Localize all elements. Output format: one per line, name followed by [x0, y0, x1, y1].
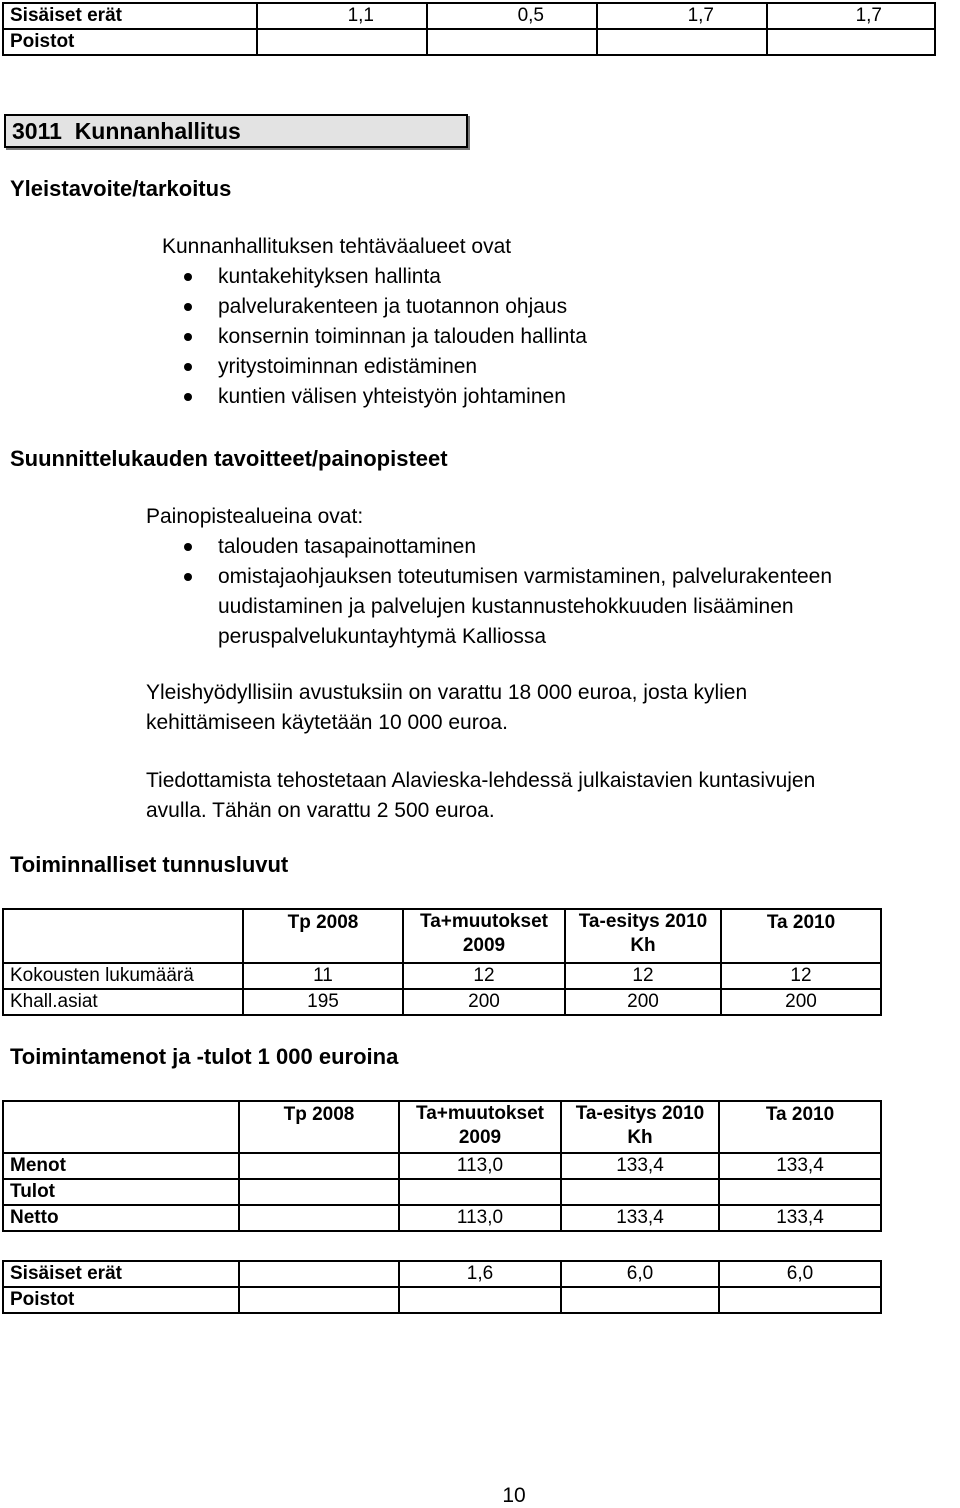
row-label: Menot: [3, 1153, 239, 1179]
table-row: [3, 989, 881, 1015]
kpi-table: [2, 908, 882, 1016]
row-label: Netto: [3, 1205, 239, 1231]
cell-value: [239, 1205, 399, 1231]
top-internal-table: [2, 2, 936, 56]
cell-value: 1,1: [257, 3, 427, 29]
col-header: Tp 2008: [239, 1101, 399, 1153]
cell-value: 1,7: [597, 3, 767, 29]
row-label: Poistot: [3, 29, 257, 55]
bullet-icon: [184, 273, 192, 281]
cell-value: 11: [243, 963, 403, 989]
list-item-continuation: peruspalvelukuntayhtymä Kalliossa: [218, 625, 547, 648]
list-item: konsernin toiminnan ja talouden hallinta: [218, 322, 587, 352]
cell-value: 6,0: [719, 1261, 881, 1287]
subsidy-paragraph: Yleishyödyllisiin avustuksiin on varattu 18 000 euroa, josta kylien kehittämiseen käytetään 10 000 euroa.: [146, 681, 748, 734]
table-row: [3, 1261, 881, 1287]
cell-value: 1,7: [767, 3, 935, 29]
cell-value: [561, 1179, 719, 1205]
section-title-box: [4, 114, 468, 148]
communication-paragraph: Tiedottamista tehostetaan Alavieska-lehdessä julkaistavien kuntasivujen avulla. Tähän on varattu 2 500 euroa.: [146, 769, 816, 822]
cell-value: 12: [565, 963, 721, 989]
cell-value: [719, 1179, 881, 1205]
cell-value: 12: [721, 963, 881, 989]
goal-list: [218, 262, 587, 412]
list-item-continuation: uudistaminen ja palvelujen kustannustehokkuuden lisääminen: [218, 595, 794, 618]
list-item: kuntakehityksen hallinta: [218, 262, 587, 292]
bullet-icon: [184, 543, 192, 551]
cell-value: [597, 29, 767, 55]
cell-value: [719, 1287, 881, 1313]
bullet-icon: [184, 573, 192, 581]
planning-heading: Suunnittelukauden tavoitteet/painopisteet: [10, 446, 448, 471]
cell-value: [427, 29, 597, 55]
table-row: [3, 1205, 881, 1231]
budget-internal-table: [2, 1260, 882, 1314]
kpi-heading: Toiminnalliset tunnusluvut: [10, 852, 289, 877]
cell-value: 200: [721, 989, 881, 1015]
col-header: Tp 2008: [243, 909, 403, 963]
table-header-row: [3, 1101, 881, 1153]
bullet-icon: [184, 333, 192, 341]
table-row: [3, 1153, 881, 1179]
cell-value: [239, 1261, 399, 1287]
goal-intro: Kunnanhallituksen tehtäväalueet ovat: [162, 235, 512, 258]
cell-value: 6,0: [561, 1261, 719, 1287]
list-item: talouden tasapainottaminen: [218, 532, 832, 562]
row-label: Tulot: [3, 1179, 239, 1205]
planning-list: [218, 532, 832, 652]
table-row: [3, 1179, 881, 1205]
table-row: [3, 1287, 881, 1313]
header-empty: [3, 1101, 239, 1153]
row-label: Kokousten lukumäärä: [3, 963, 243, 989]
cell-value: [399, 1179, 561, 1205]
col-header: Ta+muutokset 2009: [403, 909, 565, 963]
cell-value: 0,5: [427, 3, 597, 29]
col-header: Ta-esitys 2010 Kh: [565, 909, 721, 963]
cell-value: [399, 1287, 561, 1313]
bullet-icon: [184, 393, 192, 401]
table-header-row: [3, 909, 881, 963]
cell-value: 12: [403, 963, 565, 989]
cell-value: 133,4: [561, 1153, 719, 1179]
list-item: omistajaohjauksen toteutumisen varmistaminen, palvelurakenteen: [218, 562, 832, 592]
cell-value: 133,4: [561, 1205, 719, 1231]
list-item: yritystoiminnan edistäminen: [218, 352, 587, 382]
table-row: [3, 3, 935, 29]
page-number: 10: [502, 1484, 526, 1507]
cell-value: [767, 29, 935, 55]
goal-heading: Yleistavoite/tarkoitus: [10, 176, 232, 201]
cell-value: 1,6: [399, 1261, 561, 1287]
cell-value: 113,0: [399, 1153, 561, 1179]
col-header: Ta 2010: [719, 1101, 881, 1153]
planning-intro: Painopistealueina ovat:: [146, 505, 364, 528]
table-row: [3, 963, 881, 989]
col-header: Ta+muutokset 2009: [399, 1101, 561, 1153]
table-row: [3, 29, 935, 55]
row-label: Sisäiset erät: [3, 1261, 239, 1287]
bullet-icon: [184, 303, 192, 311]
cell-value: [239, 1153, 399, 1179]
cell-value: [239, 1179, 399, 1205]
list-item: palvelurakenteen ja tuotannon ohjaus: [218, 292, 587, 322]
cell-value: 133,4: [719, 1205, 881, 1231]
cell-value: 195: [243, 989, 403, 1015]
budget-table: [2, 1100, 882, 1232]
cell-value: [239, 1287, 399, 1313]
row-label: Khall.asiat: [3, 989, 243, 1015]
section-number: 3011: [12, 118, 62, 144]
bullet-icon: [184, 363, 192, 371]
row-label: Poistot: [3, 1287, 239, 1313]
col-header: Ta 2010: [721, 909, 881, 963]
cell-value: 113,0: [399, 1205, 561, 1231]
section-title: Kunnanhallitus: [74, 118, 241, 144]
row-label: Sisäiset erät: [3, 3, 257, 29]
cell-value: 200: [565, 989, 721, 1015]
cell-value: 200: [403, 989, 565, 1015]
cell-value: [257, 29, 427, 55]
cell-value: [561, 1287, 719, 1313]
header-empty: [3, 909, 243, 963]
col-header: Ta-esitys 2010 Kh: [561, 1101, 719, 1153]
budget-heading: Toimintamenot ja -tulot 1 000 euroina: [10, 1044, 399, 1069]
cell-value: 133,4: [719, 1153, 881, 1179]
list-item: kuntien välisen yhteistyön johtaminen: [218, 382, 587, 412]
